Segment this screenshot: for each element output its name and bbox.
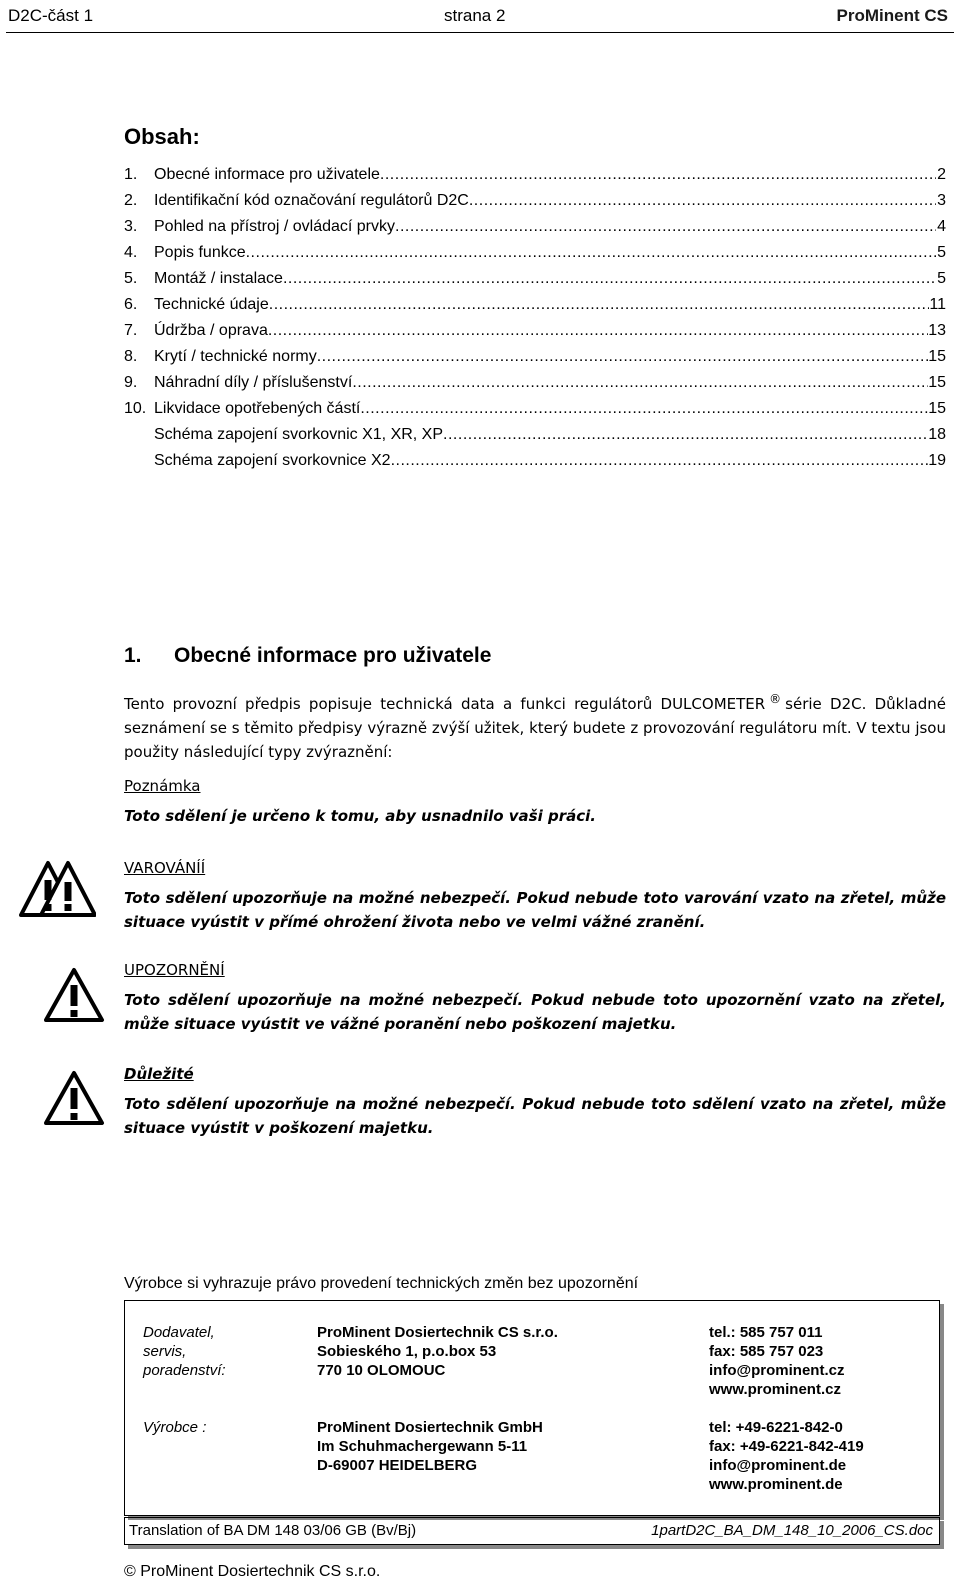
- change-notice: Výrobce si vyhrazuje právo provedení technických změn bez upozornění: [124, 1275, 639, 1292]
- contact-box: [124, 1300, 940, 1516]
- supplier-phone: tel.: 585 757 011: [709, 1324, 823, 1341]
- toc-item[interactable]: 8. Krytí / technické normy ..... 15: [124, 348, 946, 374]
- header-rule: [6, 32, 954, 33]
- toc-item[interactable]: 2. Identifikační kód označování regulátorů D2C ..... 3: [124, 192, 946, 218]
- supplier-label: servis,: [143, 1343, 187, 1360]
- toc-title: Obsah:: [124, 124, 200, 149]
- intro-paragraph: Tento provozní předpis popisuje technická data a funkci regulátorů DULCOMETER ® série D2C. Důkladné seznámení se s těmito předpisy výrazně zvýší užitek, který budete z provozování regulátoru mít. V textu jsou použity následující typy zvýraznění:: [124, 692, 946, 761]
- supplier-label: poradenství:: [143, 1362, 226, 1379]
- important-text: Toto sdělení upozorňuje na možné nebezpečí. Pokud nebude toto sdělení vzato na zřetel, může situace vyústit v poškození majetku.: [124, 1095, 946, 1137]
- manufacturer-website[interactable]: www.prominent.de: [709, 1476, 843, 1493]
- caution-text: Toto sdělení upozorňuje na možné nebezpečí. Pokud nebude toto upozornění vzato na zřetel, může situace vyústit ve vážné poranění nebo poškození majetku.: [124, 991, 946, 1033]
- note-label: Poznámka: [124, 777, 201, 795]
- supplier-label: Dodavatel,: [143, 1324, 215, 1341]
- important-label: Důležité: [124, 1065, 194, 1083]
- supplier-website[interactable]: www.prominent.cz: [709, 1381, 841, 1398]
- warning-text: Toto sdělení upozorňuje na možné nebezpečí. Pokud nebude toto varování vzato na zřetel, může situace vyústit v přímé ohrožení života nebo ve velmi vážné zranění.: [124, 889, 946, 931]
- note-text: Toto sdělení je určeno k tomu, aby usnadnilo vaši práci.: [124, 807, 596, 825]
- toc-item[interactable]: 7. Údržba / oprava ..... 13: [124, 322, 946, 348]
- manufacturer-address: Im Schuhmachergewann 5-11: [317, 1438, 528, 1455]
- toc-item[interactable]: 9. Náhradní díly / příslušenství ..... 15: [124, 374, 946, 400]
- manufacturer-address: D-69007 HEIDELBERG: [317, 1457, 478, 1474]
- document-info-box: [124, 1517, 940, 1545]
- supplier-fax: fax: 585 757 023: [709, 1343, 824, 1360]
- section-number: 1.: [124, 644, 142, 667]
- caution-label: UPOZORNĚNÍ: [124, 961, 225, 979]
- section-heading: Obecné informace pro uživatele: [174, 644, 492, 667]
- manufacturer-fax: fax: +49-6221-842-419: [709, 1438, 864, 1455]
- document-filename: 1partD2C_BA_DM_148_10_2006_CS.doc: [651, 1522, 933, 1539]
- toc-item[interactable]: Schéma zapojení svorkovnic X1, XR, XP ..... 18: [124, 426, 946, 452]
- header-part: D2C-část 1: [8, 6, 94, 25]
- header-company: ProMinent CS: [836, 6, 948, 25]
- manufacturer-label: Výrobce :: [143, 1419, 207, 1436]
- manufacturer-address: ProMinent Dosiertechnik GmbH: [317, 1419, 543, 1436]
- toc-item[interactable]: 3. Pohled na přístroj / ovládací prvky ..... 4: [124, 218, 946, 244]
- toc-item[interactable]: 10. Likvidace opotřebených částí ..... 15: [124, 400, 946, 426]
- translation-note: Translation of BA DM 148 03/06 GB (Bv/Bj): [129, 1522, 417, 1539]
- supplier-address: 770 10 OLOMOUC: [317, 1362, 446, 1379]
- toc-item[interactable]: Schéma zapojení svorkovnice X2 ..... 19: [124, 452, 946, 478]
- copyright: © ProMinent Dosiertechnik CS s.r.o.: [124, 1563, 381, 1580]
- supplier-email[interactable]: info@prominent.cz: [709, 1362, 845, 1379]
- section-title: [124, 644, 491, 668]
- header-page-number: strana 2: [444, 6, 506, 25]
- warning-label: VAROVÁNÍÍ: [124, 859, 206, 877]
- manufacturer-email[interactable]: info@prominent.de: [709, 1457, 847, 1474]
- warning-triangle-icon: [43, 1070, 105, 1126]
- manufacturer-phone: tel: +49-6221-842-0: [709, 1419, 843, 1436]
- table-of-contents: [124, 166, 946, 478]
- warning-triangle-icon: [43, 967, 105, 1023]
- toc-item[interactable]: 6. Technické údaje ..... 11: [124, 296, 946, 322]
- toc-item[interactable]: 4. Popis funkce ..... 5: [124, 244, 946, 270]
- supplier-address: Sobieského 1, p.o.box 53: [317, 1343, 497, 1360]
- supplier-address: ProMinent Dosiertechnik CS s.r.o.: [317, 1324, 558, 1341]
- toc-item[interactable]: 5. Montáž / instalace ..... 5: [124, 270, 946, 296]
- double-warning-triangle-icon: [18, 860, 96, 920]
- registered-mark: ®: [769, 692, 782, 706]
- toc-item[interactable]: 1. Obecné informace pro uživatele ..... 2: [124, 166, 946, 192]
